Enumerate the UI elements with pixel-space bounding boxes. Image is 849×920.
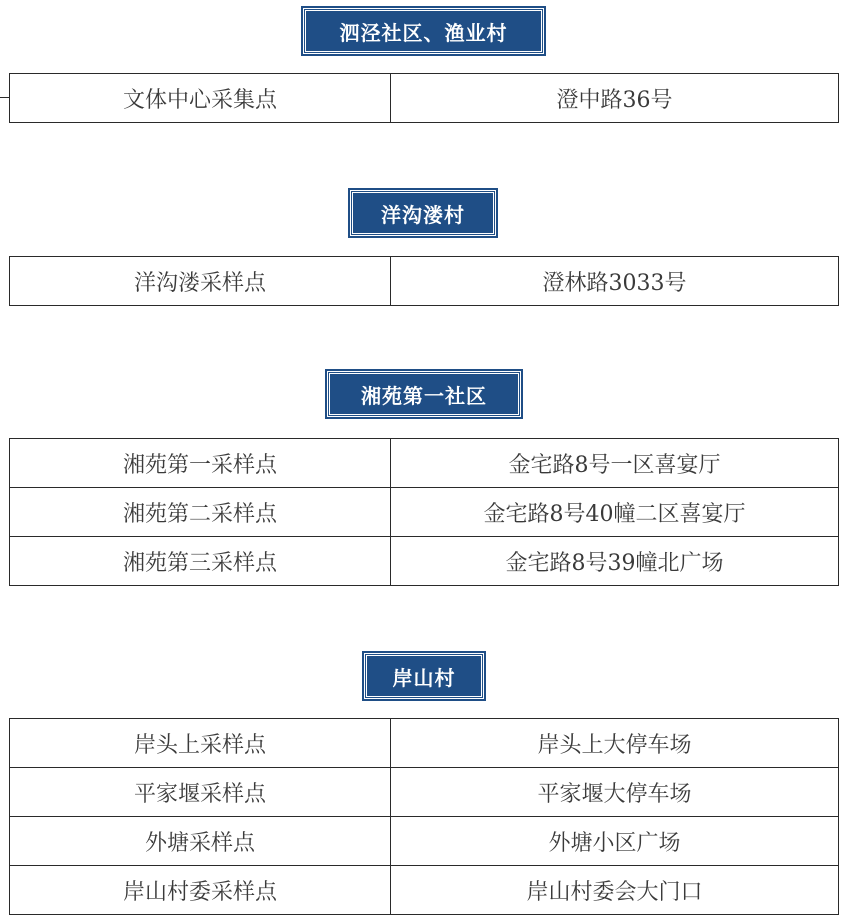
address-cell: 澄林路3033号 — [391, 257, 839, 306]
site-cell: 外塘采样点 — [10, 817, 391, 866]
section-title-sijing — [303, 8, 544, 54]
site-cell: 平家堰采样点 — [10, 768, 391, 817]
table-row — [10, 74, 839, 123]
sampling-table-anshan — [9, 718, 839, 915]
section-title-xiangyuan — [327, 371, 521, 417]
section-title-text: 岸山村 — [392, 665, 456, 690]
table-row — [10, 488, 839, 537]
site-cell: 湘苑第二采样点 — [10, 488, 391, 537]
sampling-table-xiangyuan — [9, 438, 839, 586]
table-row — [10, 719, 839, 768]
section-title-text: 洋沟溇村 — [381, 202, 465, 227]
table-row — [10, 537, 839, 586]
section-title-text: 湘苑第一社区 — [361, 383, 487, 408]
address-cell: 平家堰大停车场 — [391, 768, 839, 817]
address-cell: 外塘小区广场 — [391, 817, 839, 866]
divider — [0, 97, 9, 98]
address-cell: 澄中路36号 — [391, 74, 839, 123]
site-cell: 湘苑第三采样点 — [10, 537, 391, 586]
table-row — [10, 439, 839, 488]
section-title-text: 泗泾社区、渔业村 — [339, 20, 508, 45]
site-cell: 文体中心采集点 — [10, 74, 391, 123]
address-cell: 金宅路8号一区喜宴厅 — [391, 439, 839, 488]
section-title-anshan — [364, 653, 484, 699]
site-cell: 岸山村委采样点 — [10, 866, 391, 915]
table-row — [10, 768, 839, 817]
table-row — [10, 866, 839, 915]
address-cell: 岸头上大停车场 — [391, 719, 839, 768]
sampling-table-yanggoulou — [9, 256, 839, 306]
table-row — [10, 257, 839, 306]
section-title-yanggoulou — [350, 190, 496, 236]
site-cell: 洋沟溇采样点 — [10, 257, 391, 306]
address-cell: 岸山村委会大门口 — [391, 866, 839, 915]
site-cell: 岸头上采样点 — [10, 719, 391, 768]
site-cell: 湘苑第一采样点 — [10, 439, 391, 488]
table-row — [10, 817, 839, 866]
sampling-table-sijing — [9, 73, 839, 123]
address-cell: 金宅路8号40幢二区喜宴厅 — [391, 488, 839, 537]
address-cell: 金宅路8号39幢北广场 — [391, 537, 839, 586]
